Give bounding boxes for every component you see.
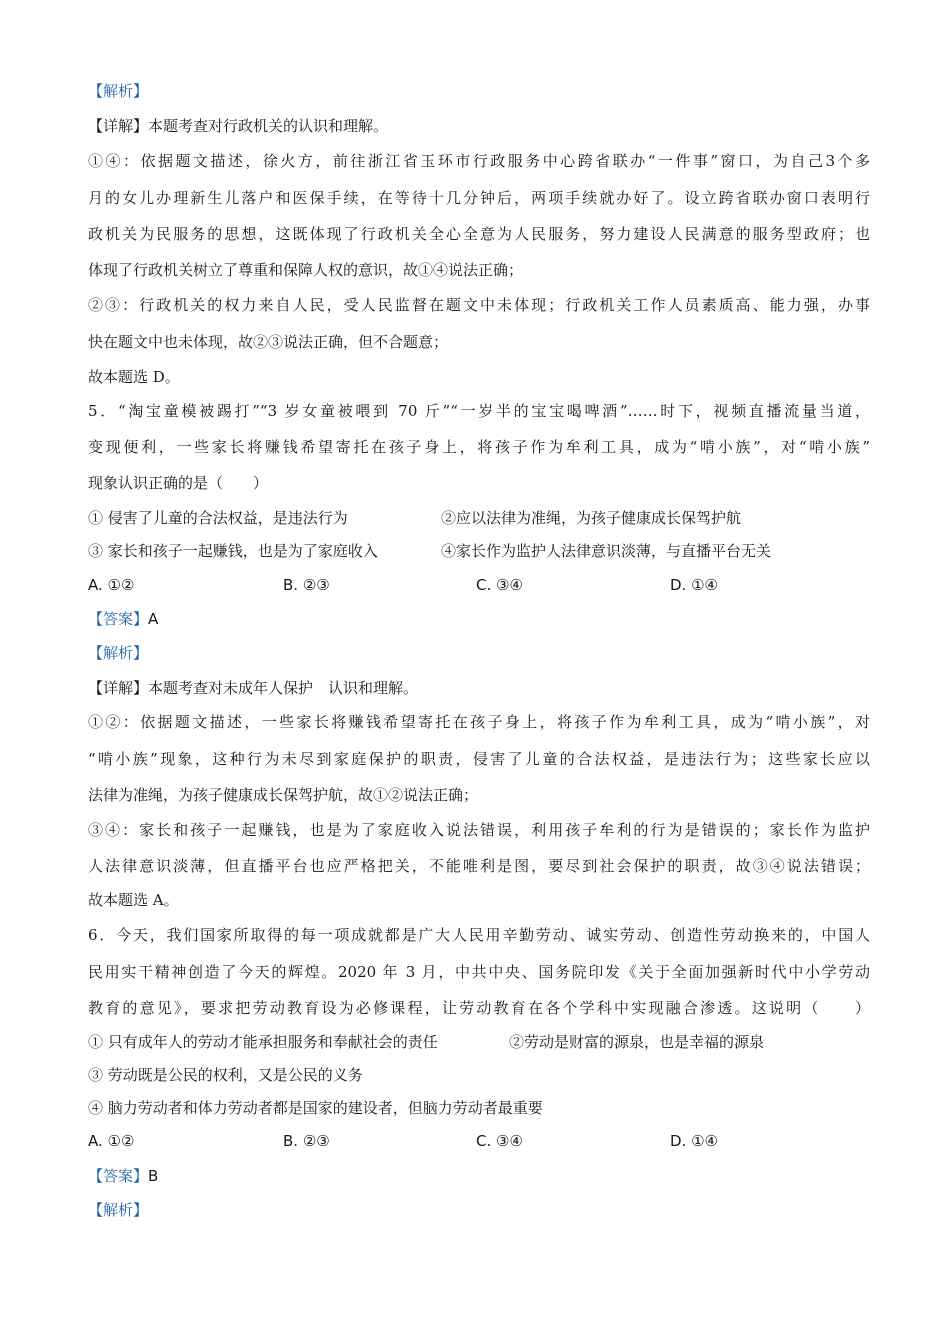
statement-item: ① 只有成年人的劳动才能承担服务和奉献社会的责任 bbox=[88, 1033, 438, 1051]
answer-value: B bbox=[148, 1167, 159, 1185]
question-6-stem: 民用实干精神创造了今天的辉煌。2020 年 3 月，中共中央、国务院印发《关于全面加强新时代中小学劳动 bbox=[88, 963, 870, 981]
choice-c: C. ③④ bbox=[476, 1132, 523, 1150]
analysis-text-line: 月的女儿办理新生儿落户和医保手续，在等待十几分钟后，两项手续就办好了。设立跨省联办窗口表明行 bbox=[88, 189, 870, 207]
analysis-text-line: ①④：依据题文描述，徐火方，前往浙江省玉环市行政服务中心跨省联办“一件事”窗口，为自己3个多 bbox=[88, 152, 870, 170]
choice-a: A. ①② bbox=[88, 1132, 135, 1150]
choice-d: D. ①④ bbox=[670, 576, 718, 594]
question-6-stem: 教育的意见》，要求把劳动教育设为必修课程，让劳动教育在各个学科中实现融合渗透。这说明（ ） bbox=[88, 999, 870, 1017]
choice-a: A. ①② bbox=[88, 576, 135, 594]
question-5-stem: 现象认识正确的是（ ） bbox=[88, 474, 269, 492]
statement-item: ②应以法律为准绳，为孩子健康成长保驾护航 bbox=[441, 509, 742, 527]
statement-item: ②劳动是财富的源泉，也是幸福的源泉 bbox=[509, 1033, 765, 1051]
analysis-text-line: 人法律意识淡薄，但直播平台也应严格把关，不能唯利是图，要尽到社会保护的职责，故③④说法错误； bbox=[88, 857, 870, 875]
statement-item: ④家长作为监护人法律意识淡薄，与直播平台无关 bbox=[441, 542, 772, 560]
conclusion-line: 故本题选 D。 bbox=[88, 368, 180, 386]
choice-b: B. ②③ bbox=[283, 1132, 330, 1150]
analysis-text-line: 政机关为民服务的思想，这既体现了行政机关全心全意为人民服务，努力建设人民满意的服务型政府；也 bbox=[88, 225, 870, 243]
conclusion-line: 故本题选 A。 bbox=[88, 891, 179, 909]
analysis-heading: 【解析】 bbox=[88, 1201, 149, 1219]
answer-tag: 【答案】 bbox=[88, 1167, 149, 1185]
answer-line bbox=[88, 1166, 870, 1186]
choice-c: C. ③④ bbox=[476, 576, 523, 594]
analysis-text-line: ②③：行政机关的权力来自人民，受人民监督在题文中未体现；行政机关工作人员素质高、能力强，办事 bbox=[88, 296, 870, 314]
analysis-heading: 【解析】 bbox=[88, 82, 149, 100]
analysis-heading: 【解析】 bbox=[88, 644, 149, 662]
answer-value: A bbox=[148, 610, 159, 628]
answer-line bbox=[88, 609, 870, 629]
choice-d: D. ①④ bbox=[670, 1132, 718, 1150]
analysis-text-line: 快在题文中也未体现，故②③说法正确，但不合题意； bbox=[88, 333, 449, 351]
statement-item: ③ 劳动既是公民的权利，又是公民的义务 bbox=[88, 1066, 363, 1084]
question-6-stem: 6．今天，我们国家所取得的每一项成就都是广大人民用辛勤劳动、诚实劳动、创造性劳动换来的，中国人 bbox=[88, 926, 870, 944]
analysis-text-line: ①②：依据题文描述，一些家长将赚钱希望寄托在孩子身上，将孩子作为牟利工具，成为“啃小族”，对 bbox=[88, 713, 870, 731]
statement-item: ④ 脑力劳动者和体力劳动者都是国家的建设者，但脑力劳动者最重要 bbox=[88, 1099, 543, 1117]
analysis-text-line: ③④：家长和孩子一起赚钱，也是为了家庭收入说法错误，利用孩子牟利的行为是错误的；家长作为监护 bbox=[88, 821, 870, 839]
choice-b: B. ②③ bbox=[283, 576, 330, 594]
question-5-stem: 变现便利，一些家长将赚钱希望寄托在孩子身上，将孩子作为牟利工具，成为“啃小族”，对“啃小族” bbox=[88, 438, 870, 456]
answer-tag: 【答案】 bbox=[88, 610, 149, 628]
analysis-text-line: 体现了行政机关树立了尊重和保障人权的意识，故①④说法正确； bbox=[88, 261, 524, 279]
statement-item: ① 侵害了儿童的合法权益，是违法行为 bbox=[88, 509, 348, 527]
analysis-text-line: 法律为准绳，为孩子健康成长保驾护航，故①②说法正确； bbox=[88, 786, 479, 804]
detail-line: 【详解】本题考查对未成年人保护 认识和理解。 bbox=[88, 679, 419, 697]
detail-line: 【详解】本题考查对行政机关的认识和理解。 bbox=[88, 117, 389, 135]
statement-item: ③ 家长和孩子一起赚钱，也是为了家庭收入 bbox=[88, 542, 378, 560]
question-5-stem: 5．“淘宝童模被踢打”“3 岁女童被喂到 70 斤”“一岁半的宝宝喝啤酒”……时下，视频直播流量当道， bbox=[88, 402, 870, 420]
analysis-text-line: “啃小族”现象，这种行为未尽到家庭保护的职责，侵害了儿童的合法权益，是违法行为；这些家长应以 bbox=[88, 750, 870, 768]
